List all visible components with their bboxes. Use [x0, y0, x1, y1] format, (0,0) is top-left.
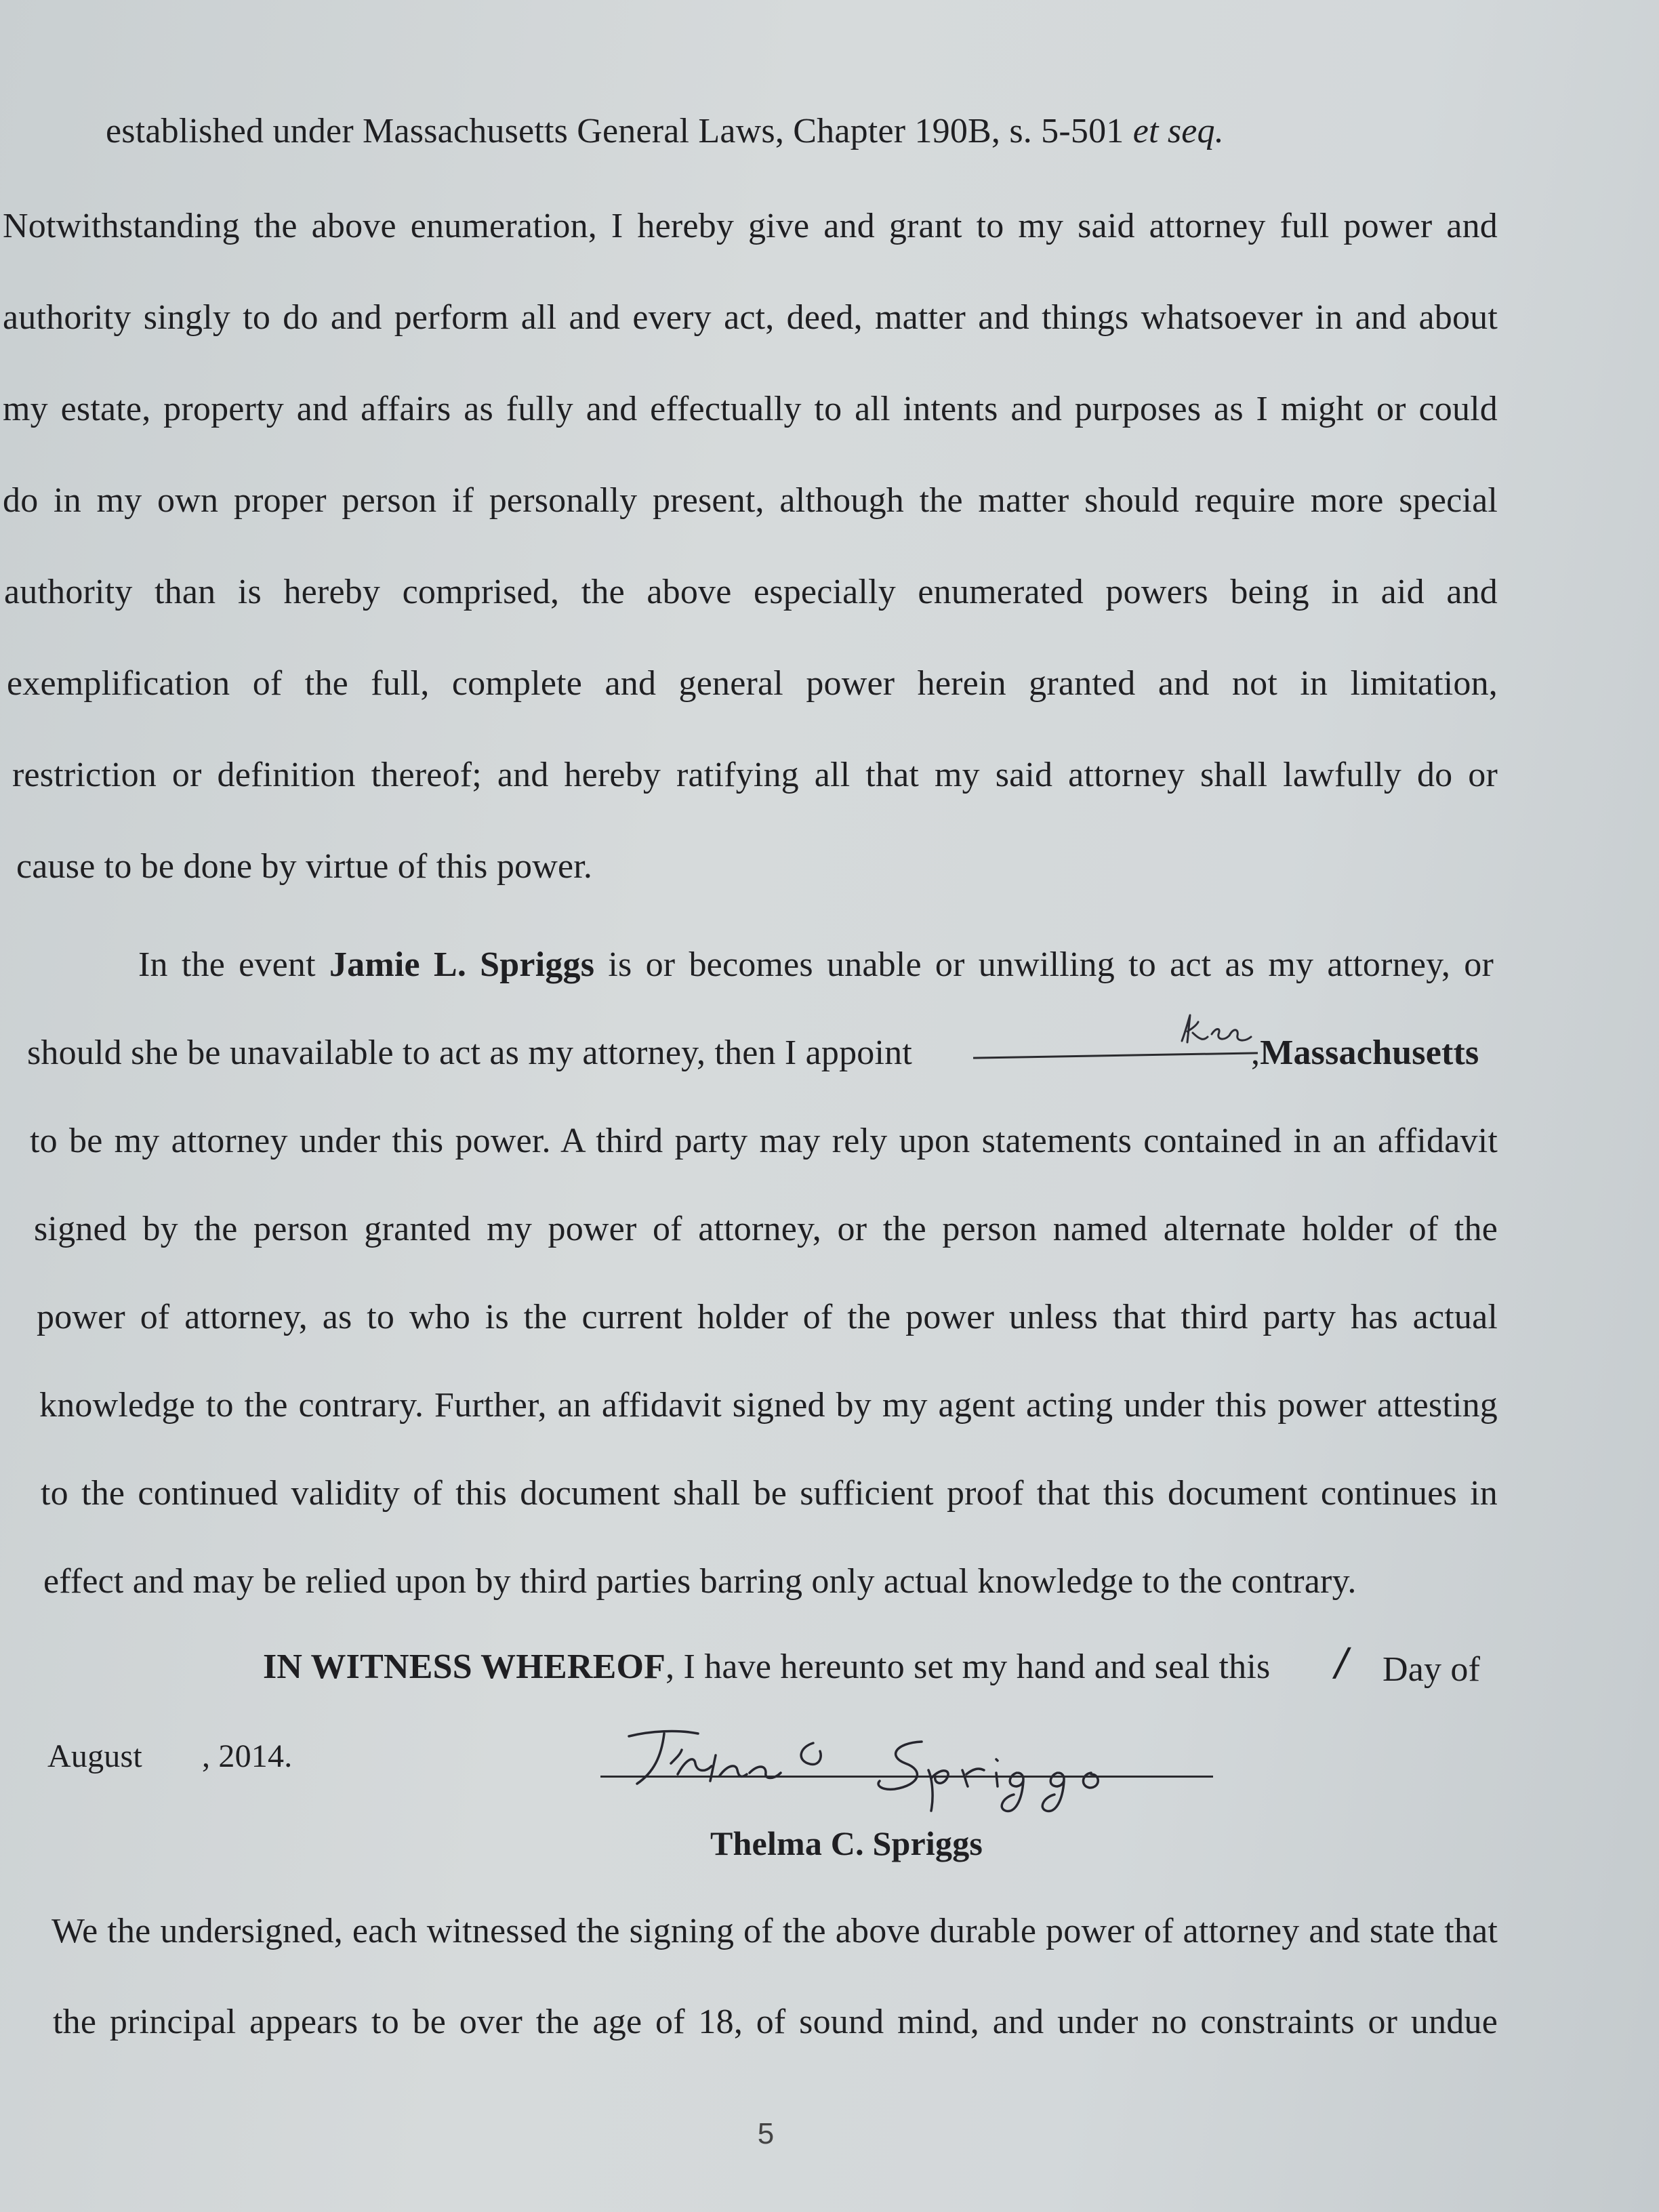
- paragraph1-line: authority singly to do and perform all and every act, deed, matter and things whatsoever in and about: [3, 298, 1498, 337]
- paragraph2-suffix: is or becomes unable or unwilling to act as my attorney, or: [608, 945, 1494, 984]
- paragraph2-line: power of attorney, as to who is the current holder of the power unless that third party has actual: [37, 1298, 1498, 1336]
- page-number: 5: [757, 2117, 775, 2150]
- opening-line: [106, 111, 1224, 152]
- alternate-attorney-blank-line: [973, 1052, 1258, 1059]
- paragraph3-line: We the undersigned, each witnessed the signing of the above durable power of attorney and state that: [52, 1912, 1498, 1950]
- witness-text: , I have hereunto set my hand and seal this: [665, 1647, 1271, 1686]
- paragraph2-first-line: [138, 945, 1494, 985]
- agent-name: Jamie L. Spriggs: [329, 945, 595, 984]
- witness-day-handwritten: /: [1335, 1641, 1349, 1685]
- paragraph1-line: restriction or definition thereof; and hereby ratifying all that my said attorney shall lawfully do or: [12, 756, 1498, 794]
- paragraph1-line: authority than is hereby comprised, the above especially enumerated powers being in aid and: [4, 573, 1498, 611]
- paragraph1-line: exemplification of the full, complete and general power herein granted and not in limitation,: [7, 664, 1498, 703]
- paragraph2-state: [1251, 1033, 1479, 1073]
- paragraph3-line: the principal appears to be over the age of 18, of sound mind, and under no constraints or undue: [53, 2003, 1498, 2041]
- handwritten-signature-icon: [596, 1716, 1139, 1818]
- state-name: Massachusetts: [1260, 1033, 1479, 1072]
- signer-name: Thelma C. Spriggs: [710, 1824, 983, 1862]
- paragraph1-line: Notwithstanding the above enumeration, I hereby give and grant to my said attorney full power and: [3, 207, 1498, 245]
- witness-month: August: [47, 1738, 142, 1774]
- paragraph2-line: effect and may be relied upon by third parties barring only actual knowledge to the contrary.: [43, 1562, 1357, 1601]
- witness-year: , 2014.: [202, 1738, 293, 1774]
- paragraph2-line: to the continued validity of this document shall be sufficient proof that this document continues in: [41, 1474, 1498, 1513]
- witness-line: [263, 1647, 1270, 1687]
- paragraph2-appoint-line: should she be unavailable to act as my attorney, then I appoint: [27, 1033, 912, 1072]
- witness-lead: IN WITNESS WHEREOF: [263, 1647, 666, 1686]
- opening-line-italic: et seq.: [1132, 112, 1224, 150]
- paragraph1-line: do in my own proper person if personally present, although the matter should require more special: [3, 481, 1498, 520]
- paragraph2-comma: ,: [1251, 1033, 1261, 1072]
- paragraph2-line: knowledge to the contrary. Further, an affidavit signed by my agent acting under this power attesting: [39, 1386, 1498, 1425]
- paragraph2-line: to be my attorney under this power. A third party may rely upon statements contained in an affidavit: [30, 1122, 1498, 1160]
- paragraph2-line: signed by the person granted my power of attorney, or the person named alternate holder of the: [34, 1210, 1498, 1248]
- opening-line-text: established under Massachusetts General Laws, Chapter 190B, s. 5-501: [106, 112, 1124, 150]
- paragraph1-line: my estate, property and affairs as fully and effectually to all intents and purposes as I might or could: [3, 390, 1498, 428]
- paragraph1-line: cause to be done by virtue of this power.: [16, 847, 593, 886]
- witness-day-of: Day of: [1382, 1650, 1481, 1689]
- paragraph2-prefix: In the event: [138, 945, 316, 984]
